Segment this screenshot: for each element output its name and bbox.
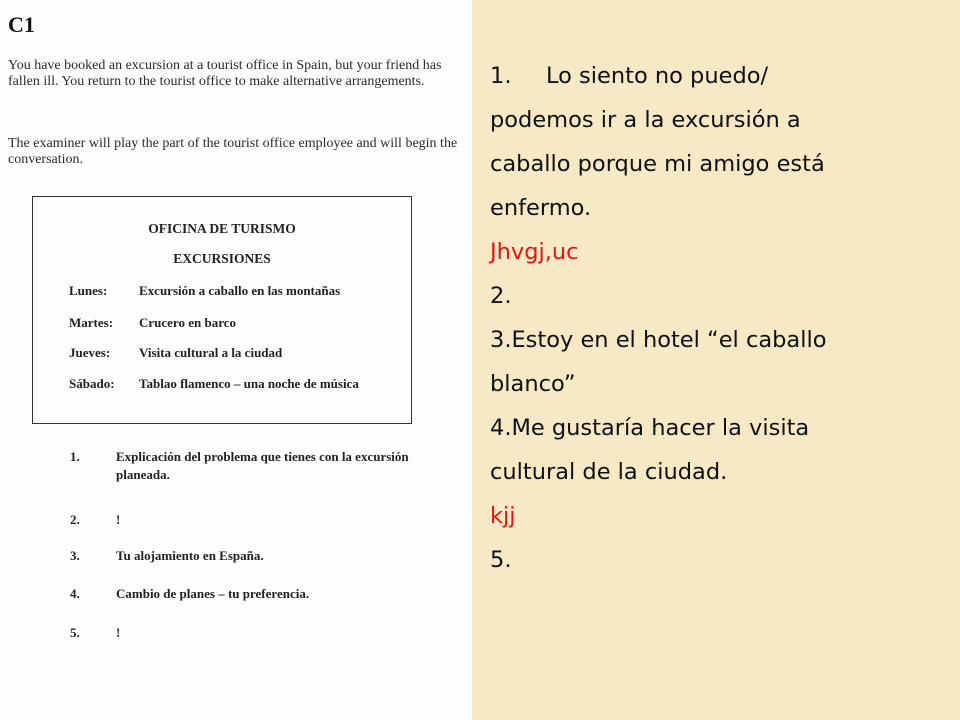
excursion-activity: Crucero en barco	[139, 315, 236, 330]
task-number: 2.	[70, 512, 80, 527]
box-title: OFICINA DE TURISMO	[148, 221, 296, 236]
excursion-activity: Tablao flamenco – una noche de música	[139, 376, 359, 391]
task-text: Explicación del problema que tienes con la excursión planeada.	[116, 449, 409, 482]
answer-panel	[472, 0, 960, 720]
task-text: Cambio de planes – tu preferencia.	[116, 586, 310, 601]
answer-line: enfermo.	[490, 195, 592, 221]
answer-line: caballo porque mi amigo está	[490, 151, 825, 177]
task-item	[70, 511, 450, 529]
excursion-row	[69, 376, 359, 392]
answer-line-highlighted: Jhvgj,uc	[490, 239, 579, 265]
excursion-row	[69, 345, 282, 361]
scenario-text: You have booked an excursion at a tourist office in Spain, but your friend has fallen ill. You return to the tourist office to make alternative arrangements.	[8, 58, 442, 89]
answer-line	[490, 54, 826, 98]
task-text: Tu alojamiento en España.	[116, 548, 264, 563]
answer-line: cultural de la ciudad.	[490, 459, 728, 485]
excursion-day: Jueves:	[69, 345, 111, 360]
answer-text: Lo siento no puedo/	[546, 63, 769, 89]
answer-number: 1.	[490, 63, 512, 89]
answer-line: 3.Estoy en el hotel “el caballo	[490, 327, 827, 353]
task-item	[70, 448, 450, 484]
answer-line: 2.	[490, 283, 512, 309]
excursion-activity: Excursión a caballo en las montañas	[139, 283, 341, 298]
task-heading: C1	[8, 12, 35, 37]
tourist-office-box	[32, 196, 412, 424]
answer-line-highlighted: kjj	[490, 503, 516, 529]
answer-line: 4.Me gustaría hacer la visita	[490, 415, 810, 441]
answer-line: podemos ir a la excursión a	[490, 107, 801, 133]
excursion-row	[69, 315, 236, 331]
task-number: 5.	[70, 625, 80, 640]
task-item	[70, 624, 450, 642]
task-number: 3.	[70, 548, 80, 563]
excursion-day: Sábado:	[69, 376, 115, 391]
excursion-activity: Visita cultural a la ciudad	[139, 345, 283, 360]
exam-prompt-panel	[0, 0, 472, 720]
excursion-day: Lunes:	[69, 283, 108, 298]
task-text: !	[116, 625, 121, 640]
task-item	[70, 585, 450, 603]
task-number: 1.	[70, 449, 80, 464]
examiner-note: The examiner will play the part of the tourist office employee and will begin the conversation.	[8, 136, 458, 167]
task-item	[70, 547, 450, 565]
answer-line: 5.	[490, 547, 512, 573]
answer-list	[490, 54, 826, 582]
excursion-day: Martes:	[69, 315, 114, 330]
box-subtitle: EXCURSIONES	[173, 251, 271, 266]
answer-line: blanco”	[490, 371, 576, 397]
task-number: 4.	[70, 586, 80, 601]
excursion-row	[69, 283, 340, 299]
task-text: !	[116, 512, 121, 527]
